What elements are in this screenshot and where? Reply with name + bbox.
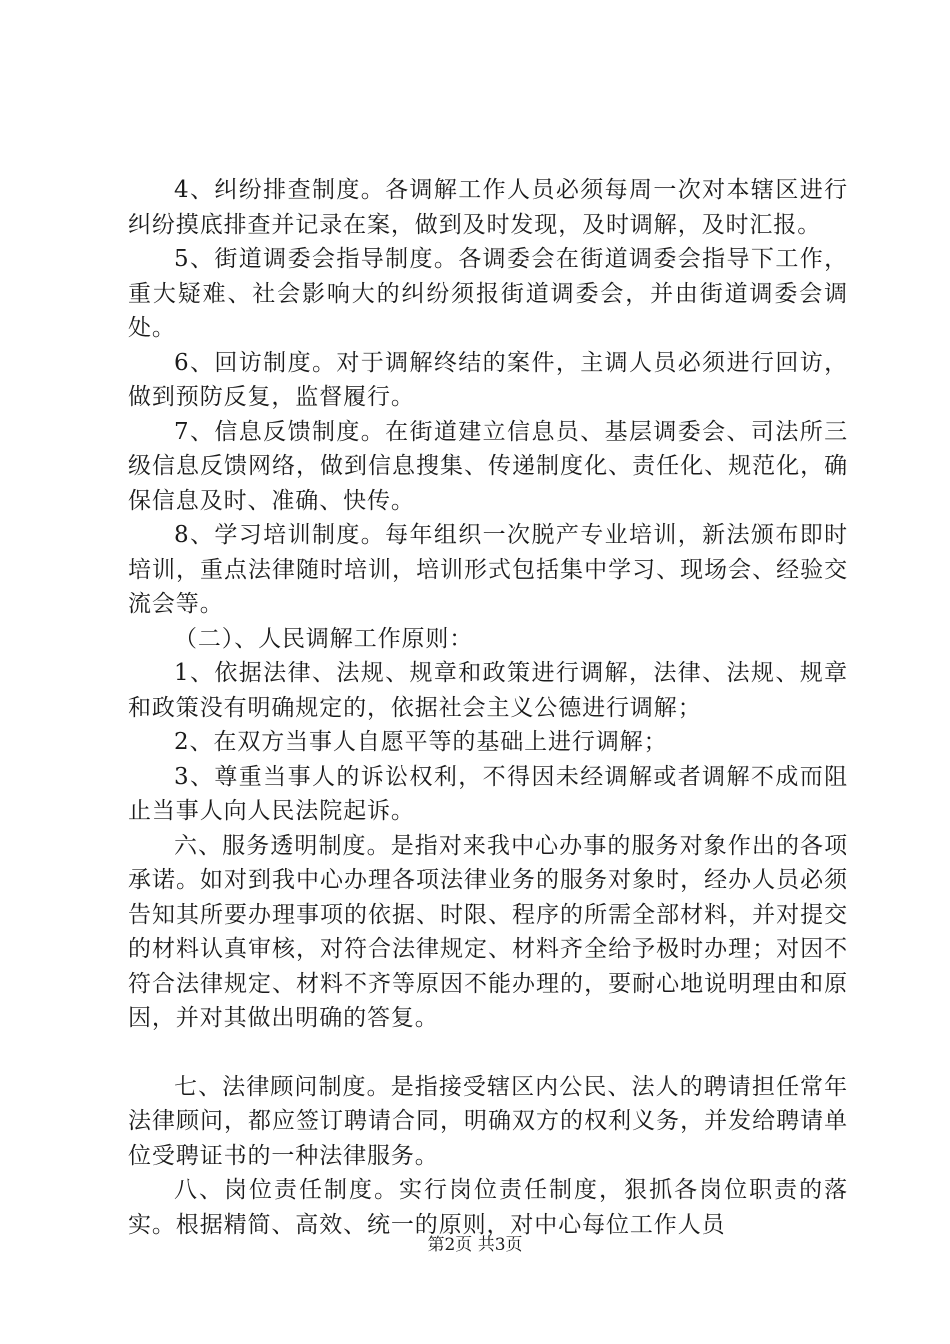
paragraph-item-8: 8、学习培训制度。每年组织一次脱产专业培训，新法颁布即时培训，重点法律随时培训，培训形式包括集中学习、现场会、经验交流会等。 [128, 522, 848, 617]
section-heading-principles: （二）、人民调解工作原则： [174, 625, 474, 652]
paragraph-item-5: 5、街道调委会指导制度。各调委会在街道调委会指导下工作，重大疑难、社会影响大的纠纷须报街道调委会，并由街道调委会调处。 [128, 246, 848, 341]
principle-item-1: 1、依据法律、法规、规章和政策进行调解，法律、法规、规章和政策没有明确规定的，依据社会主义公德进行调解； [128, 660, 848, 721]
principle-item-2: 2、在双方当事人自愿平等的基础上进行调解； [174, 729, 668, 755]
paragraph-item-7: 7、信息反馈制度。在街道建立信息员、基层调委会、司法所三级信息反馈网络，做到信息搜集、传递制度化、责任化、规范化，确保信息及时、准确、快传。 [128, 418, 848, 514]
principle-item-3: 3、尊重当事人的诉讼权利，不得因未经调解或者调解不成而阻止当事人向人民法院起诉。 [128, 763, 848, 824]
paragraph-item-4: 4、纠纷排查制度。各调解工作人员必须每周一次对本辖区进行纠纷摸底排查并记录在案，做到及时发现，及时调解，及时汇报。 [128, 177, 848, 238]
section-post-responsibility: 八、岗位责任制度。实行岗位责任制度，狠抓各岗位职责的落实。根据精简、高效、统一的原则，对中心每位工作人员 [128, 1177, 848, 1238]
page-number-footer: 第2页 共3页 [427, 1235, 523, 1255]
document-body [128, 173, 848, 1242]
paragraph-item-6: 6、回访制度。对于调解终结的案件，主调人员必须进行回访，做到预防反复，监督履行。 [128, 349, 848, 410]
section-service-transparency: 六、服务透明制度。是指对来我中心办事的服务对象作出的各项承诺。如对到我中心办理各项法律业务的服务对象时，经办人员必须告知其所要办理事项的依据、时限、程序的所需全部材料，并对提交的材料认真审核，对符合法律规定、材料齐全给予极时办理；对因不符合法律规定、材料不齐等原因不能办理的，要耐心地说明理由和原因，并对其做出明确的答复。 [128, 832, 848, 1031]
section-legal-advisor: 七、法律顾问制度。是指接受辖区内公民、法人的聘请担任常年法律顾问，都应签订聘请合同，明确双方的权利义务，并发给聘请单位受聘证书的一种法律服务。 [128, 1073, 848, 1169]
